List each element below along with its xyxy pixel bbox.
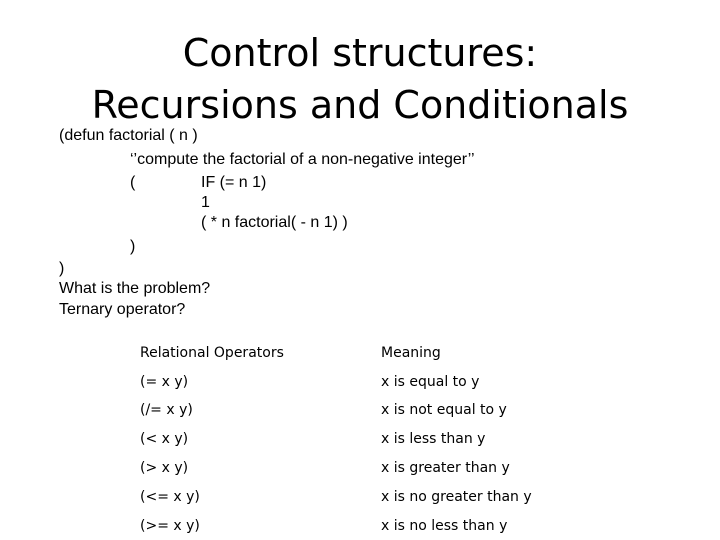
code-line-if: IF (= n 1) <box>201 174 267 191</box>
slide-title-line-1: Control structures: <box>182 31 538 75</box>
code-line-then: 1 <box>201 194 210 211</box>
question-ternary: Ternary operator? <box>59 301 186 318</box>
table-cell-operator: (>= x y) <box>140 518 200 534</box>
table-cell-meaning: x is greater than y <box>381 460 510 476</box>
table-cell-meaning: x is not equal to y <box>381 402 507 418</box>
table-header-meaning: Meaning <box>381 345 441 361</box>
code-line-docstring: ‘’compute the factorial of a non-negative integer’’ <box>130 151 475 168</box>
code-line-defun: (defun factorial ( n ) <box>59 127 198 144</box>
table-cell-meaning: x is no less than y <box>381 518 508 534</box>
table-cell-meaning: x is equal to y <box>381 374 480 390</box>
table-cell-operator: (= x y) <box>140 374 189 390</box>
table-cell-operator: (< x y) <box>140 431 189 447</box>
table-cell-meaning: x is no greater than y <box>381 489 532 505</box>
question-problem: What is the problem? <box>59 280 211 297</box>
table-cell-meaning: x is less than y <box>381 431 486 447</box>
table-cell-operator: (> x y) <box>140 460 189 476</box>
table-header-operators: Relational Operators <box>140 345 284 361</box>
slide-title-line-2: Recursions and Conditionals <box>91 83 629 127</box>
table-cell-operator: (/= x y) <box>140 402 193 418</box>
code-line-else: ( * n factorial( - n 1) ) <box>201 214 348 231</box>
code-line-if-paren: ( <box>130 174 136 191</box>
code-line-close-if: ) <box>130 238 136 255</box>
code-line-close-defun: ) <box>59 260 65 277</box>
table-cell-operator: (<= x y) <box>140 489 200 505</box>
